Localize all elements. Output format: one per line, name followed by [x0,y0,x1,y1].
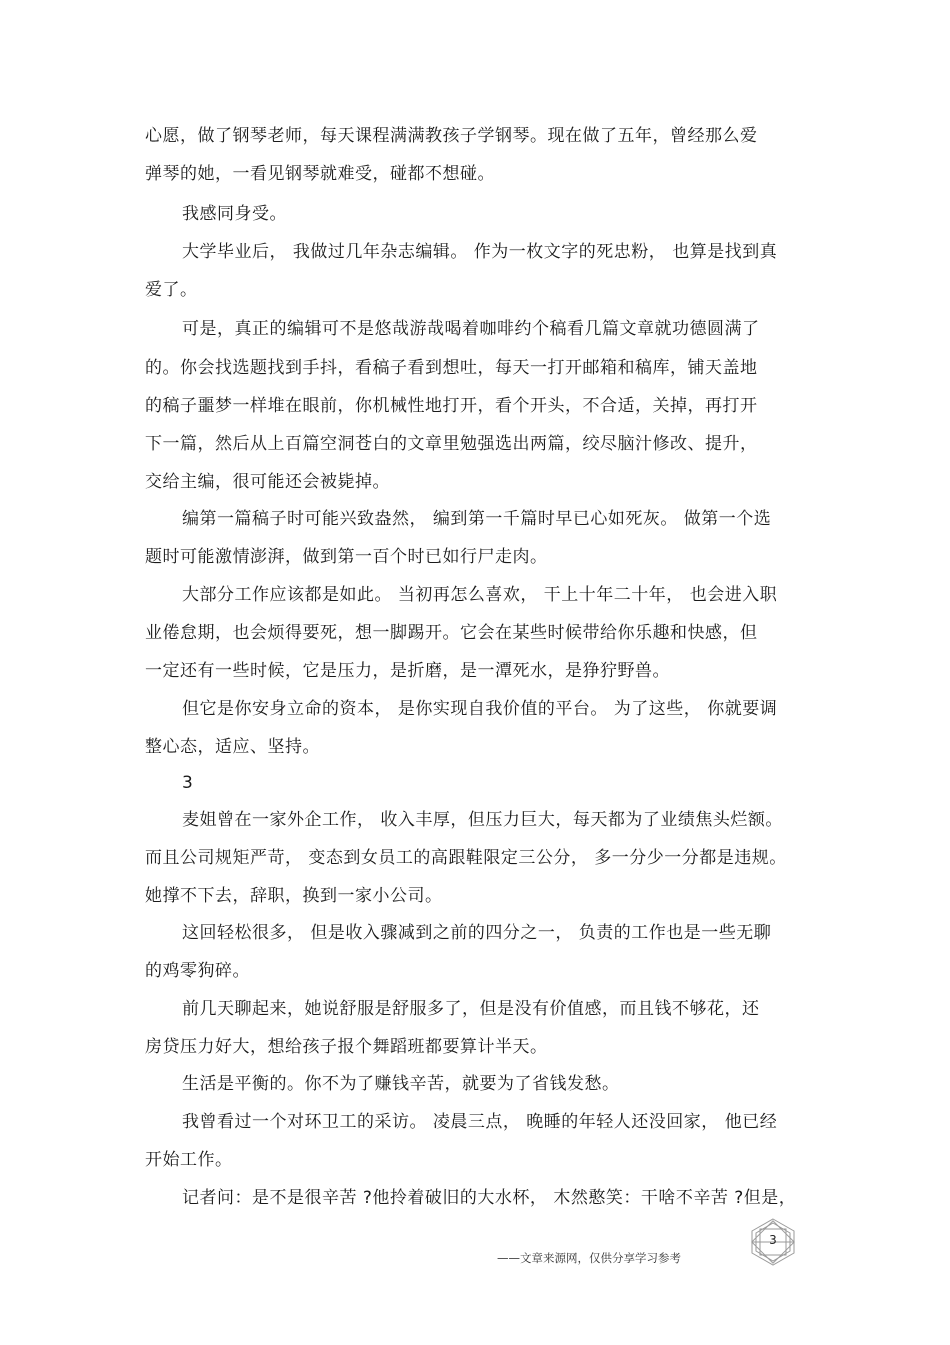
text-line: 弹琴的她，一看见钢琴就难受，碰都不想碰。 [145,164,495,184]
text-line: 整心态，适应、坚持。 [145,737,320,757]
page-number: 3 [769,1233,777,1247]
text-line: 但它是你安身立命的资本， 是你实现自我价值的平台。 为了这些， 你就要调 [182,699,778,719]
text-line: 一定还有一些时候，它是压力，是折磨，是一潭死水，是狰狞野兽。 [145,661,670,681]
text-line: 爱了。 [145,280,198,300]
text-line: 开始工作。 [145,1150,233,1170]
text-line: 大学毕业后， 我做过几年杂志编辑。 作为一枚文字的死忠粉， 也算是找到真 [182,242,778,262]
text-line: 我感同身受。 [182,204,287,224]
text-line: 记者问：是不是很辛苦 ?他拎着破旧的大水杯， 木然憨笑：干啥不辛苦 ?但是， [182,1188,797,1208]
text-line: 她撑不下去，辞职，换到一家小公司。 [145,886,443,906]
page-number-emblem [748,1217,798,1267]
text-line: 题时可能激情澎湃，做到第一百个时已如行尸走肉。 [145,547,548,567]
text-line: 的。你会找选题找到手抖，看稿子看到想吐，每天一打开邮箱和稿库，铺天盖地 [145,358,758,378]
text-line: 可是，真正的编辑可不是悠哉游哉喝着咖啡约个稿看几篇文章就功德圆满了 [182,319,760,339]
text-line: 心愿，做了钢琴老师，每天课程满满教孩子学钢琴。现在做了五年，曾经那么爱 [145,126,758,146]
text-line: 我曾看过一个对环卫工的采访。 凌晨三点， 晚睡的年轻人还没回家， 他已经 [182,1112,778,1132]
text-line: 大部分工作应该都是如此。 当初再怎么喜欢， 干上十年二十年， 也会进入职 [182,585,778,605]
text-line: 下一篇，然后从上百篇空洞苍白的文章里勉强选出两篇，绞尽脑汁修改、提升， [145,434,758,454]
text-line: 业倦怠期，也会烦得要死，想一脚踢开。它会在某些时候带给你乐趣和快感，但 [145,623,758,643]
text-line: 的稿子噩梦一样堆在眼前，你机械性地打开，看个开头，不合适，关掉，再打开 [145,396,758,416]
text-line: 房贷压力好大，想给孩子报个舞蹈班都要算计半天。 [145,1037,548,1057]
text-line: 而且公司规矩严苛， 变态到女员工的高跟鞋限定三公分， 多一分少一分都是违规。 [145,848,787,868]
text-line: 生活是平衡的。你不为了赚钱辛苦，就要为了省钱发愁。 [182,1074,620,1094]
text-line: 的鸡零狗碎。 [145,961,250,981]
section-number: 3 [182,773,194,793]
text-line: 这回轻松很多， 但是收入骤减到之前的四分之一， 负责的工作也是一些无聊 [182,923,772,943]
footer-source-note: ——文章来源网，仅供分享学习参考 [497,1251,681,1265]
text-line: 前几天聊起来，她说舒服是舒服多了，但是没有价值感，而且钱不够花，还 [182,999,760,1019]
text-line: 麦姐曾在一家外企工作， 收入丰厚，但压力巨大，每天都为了业绩焦头烂额。 [182,810,783,830]
text-line: 编第一篇稿子时可能兴致盎然， 编到第一千篇时早已心如死灰。 做第一个选 [182,509,772,529]
text-line: 交给主编，很可能还会被毙掉。 [145,472,390,492]
